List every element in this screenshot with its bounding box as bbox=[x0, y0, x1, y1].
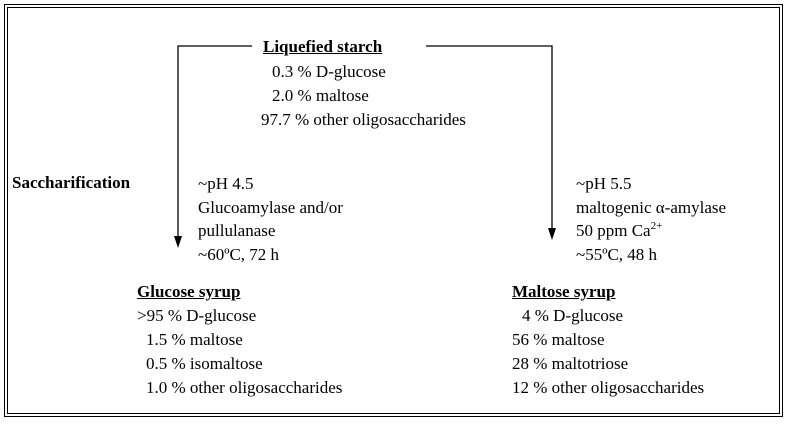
right-calcium-charge: 2+ bbox=[650, 220, 663, 232]
glucose-syrup-title: Glucose syrup bbox=[137, 282, 241, 301]
left-ph: ~pH 4.5 bbox=[198, 174, 254, 193]
right-enzyme: maltogenic α-amylase bbox=[576, 198, 727, 217]
arrow-to-maltose-syrup bbox=[426, 46, 552, 228]
left-enzyme-1: Glucoamylase and/or bbox=[198, 198, 343, 217]
maltose-line-2: 56 % maltose bbox=[512, 330, 605, 349]
right-calcium-text: 50 ppm Ca bbox=[576, 221, 651, 240]
right-calcium bbox=[576, 219, 662, 242]
right-temp-time: ~55ºC, 48 h bbox=[576, 245, 658, 264]
starch-line-3: 97.7 % other oligosaccharides bbox=[261, 110, 466, 129]
starch-line-1: 0.3 % D-glucose bbox=[272, 62, 386, 81]
liquefied-starch-title: Liquefied starch bbox=[263, 37, 383, 56]
starch-line-2: 2.0 % maltose bbox=[272, 86, 369, 105]
left-temp-time: ~60ºC, 72 h bbox=[198, 245, 280, 264]
maltose-line-1: 4 % D-glucose bbox=[522, 306, 624, 325]
glucose-line-3: 0.5 % isomaltose bbox=[146, 354, 263, 373]
arrowhead-left bbox=[174, 236, 182, 248]
glucose-line-1: >95 % D-glucose bbox=[137, 306, 257, 325]
arrowhead-right bbox=[548, 228, 556, 240]
right-ph: ~pH 5.5 bbox=[576, 174, 632, 193]
maltose-syrup-title: Maltose syrup bbox=[512, 282, 616, 301]
glucose-line-4: 1.0 % other oligosaccharides bbox=[146, 378, 343, 397]
maltose-line-3: 28 % maltotriose bbox=[512, 354, 629, 373]
left-enzyme-2: pullulanase bbox=[198, 221, 276, 240]
saccharification-label: Saccharification bbox=[12, 173, 131, 192]
maltose-line-4: 12 % other oligosaccharides bbox=[512, 378, 705, 397]
glucose-line-2: 1.5 % maltose bbox=[146, 330, 243, 349]
